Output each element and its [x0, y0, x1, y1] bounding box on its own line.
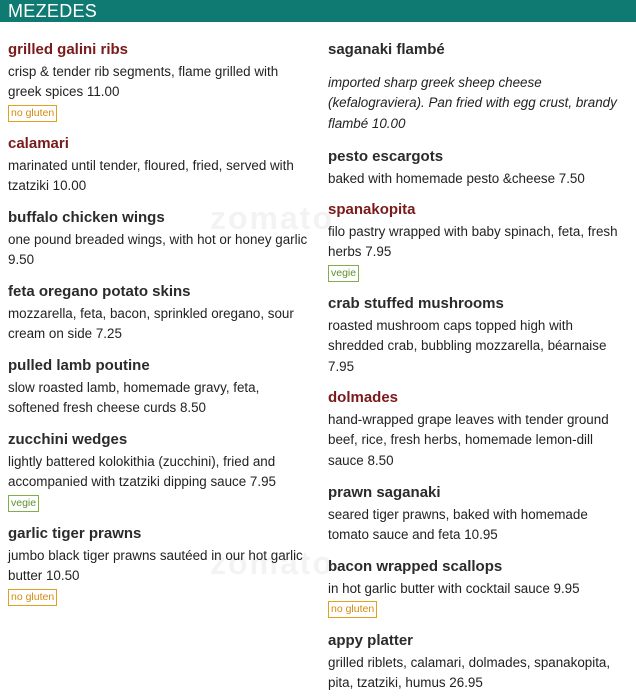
menu-item — [328, 200, 628, 282]
item-description: hand-wrapped grape leaves with tender ground beef, rice, fresh herbs, homemade lemon-dill sauce 8.50 — [328, 412, 609, 468]
menu-item — [328, 631, 628, 694]
item-description: one pound breaded wings, with hot or honey garlic 9.50 — [8, 232, 308, 268]
no-gluten-badge: no gluten — [328, 601, 377, 618]
item-name: pulled lamb poutine — [8, 357, 150, 374]
menu-item — [328, 40, 628, 134]
menu-item — [328, 147, 628, 189]
item-description: mozzarella, feta, bacon, sprinkled oregano, sour cream on side 7.25 — [8, 306, 294, 342]
menu-item — [8, 208, 313, 271]
no-gluten-badge: no gluten — [8, 105, 57, 122]
section-header — [0, 0, 636, 22]
item-description: crisp & tender rib segments, flame grilled with greek spices 11.00 — [8, 64, 279, 100]
menu-item — [8, 134, 313, 197]
section-title: MEZEDES — [8, 1, 98, 21]
item-description: in hot garlic butter with cocktail sauce 9.95 — [328, 581, 580, 596]
menu-item — [328, 557, 628, 618]
item-name: grilled galini ribs — [8, 41, 129, 58]
menu-item — [8, 430, 313, 512]
item-name: dolmades — [328, 389, 399, 406]
no-gluten-badge: no gluten — [8, 589, 57, 606]
menu-item — [328, 294, 628, 377]
menu-item — [8, 356, 313, 419]
item-name: pesto escargots — [328, 148, 444, 165]
menu-item — [8, 282, 313, 345]
vegie-badge: vegie — [328, 265, 359, 282]
menu-item — [8, 40, 313, 122]
item-name: prawn saganaki — [328, 484, 441, 501]
item-name: calamari — [8, 135, 69, 152]
item-name: zucchini wedges — [8, 431, 128, 448]
item-description: marinated until tender, floured, fried, served with tzatziki 10.00 — [8, 158, 294, 194]
item-description: lightly battered kolokithia (zucchini), fried and accompanied with tzatziki dipping sauce 7.95 — [8, 454, 276, 490]
item-description: slow roasted lamb, homemade gravy, feta, softened fresh cheese curds 8.50 — [8, 380, 260, 416]
item-name: bacon wrapped scallops — [328, 558, 503, 575]
vegie-badge: vegie — [8, 495, 39, 512]
item-description: grilled riblets, calamari, dolmades, spanakopita, pita, tzatziki, humus 26.95 — [328, 655, 611, 691]
menu-item — [8, 524, 313, 606]
item-name: saganaki flambé — [328, 41, 445, 58]
item-name: spanakopita — [328, 201, 416, 218]
item-description: baked with homemade pesto &cheese 7.50 — [328, 171, 585, 186]
item-description: roasted mushroom caps topped high with shredded crab, bubbling mozzarella, béarnaise 7.95 — [328, 318, 607, 374]
item-description: seared tiger prawns, baked with homemade tomato sauce and feta 10.95 — [328, 507, 588, 543]
item-name: buffalo chicken wings — [8, 209, 165, 226]
item-description: jumbo black tiger prawns sautéed in our hot garlic butter 10.50 — [8, 548, 303, 584]
item-name: crab stuffed mushrooms — [328, 295, 504, 312]
item-description: filo pastry wrapped with baby spinach, feta, fresh herbs 7.95 — [328, 224, 618, 260]
menu-item — [328, 388, 628, 471]
menu-item — [328, 483, 628, 546]
item-name: feta oregano potato skins — [8, 283, 191, 300]
item-name: appy platter — [328, 632, 414, 649]
item-description: imported sharp greek sheep cheese (kefalograviera). Pan fried with egg crust, brandy flambé 10.00 — [328, 75, 617, 131]
item-name: garlic tiger prawns — [8, 525, 142, 542]
